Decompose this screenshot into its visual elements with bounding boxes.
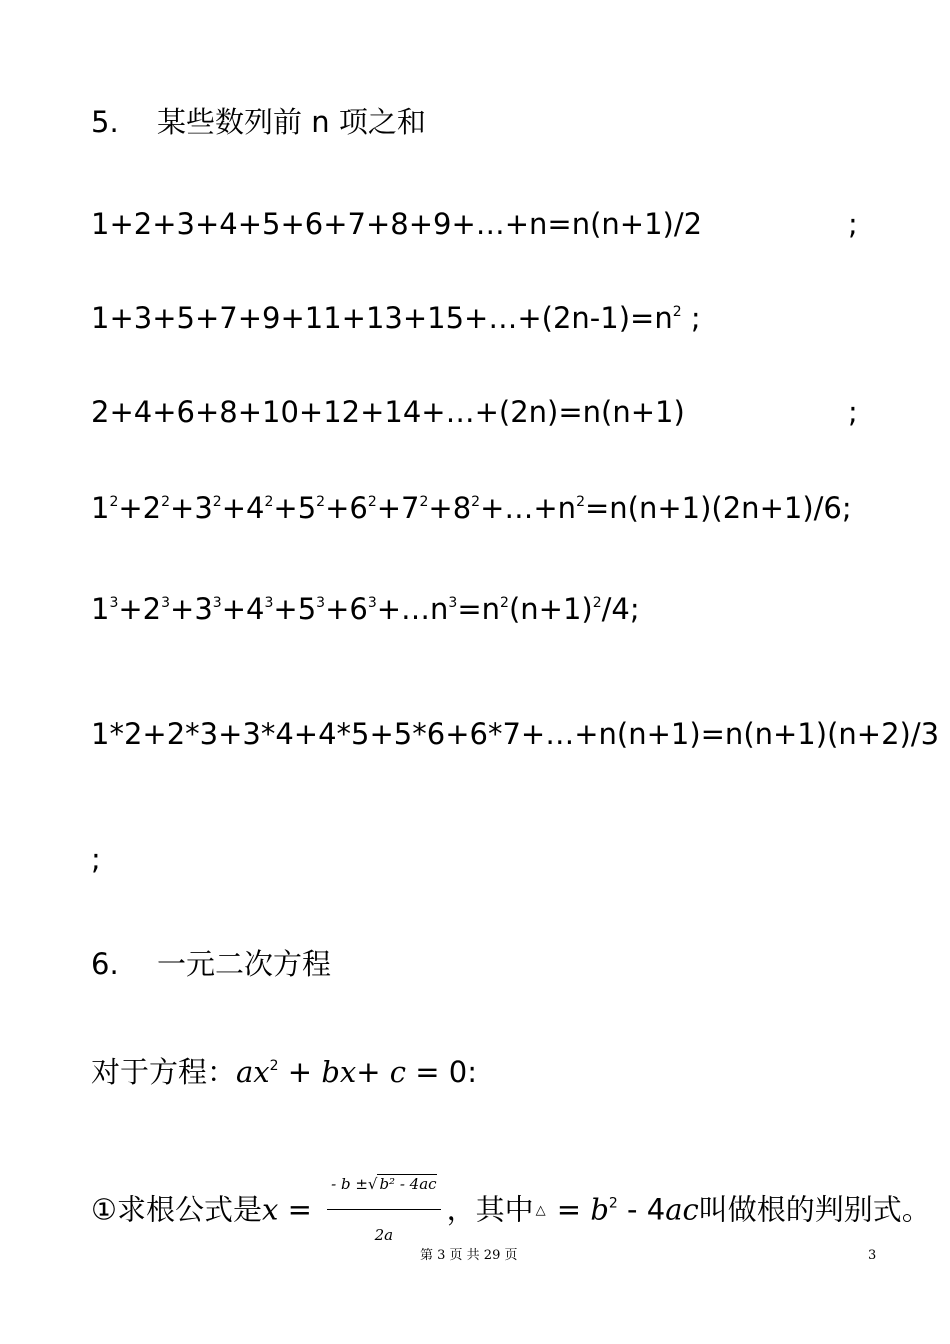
section-5-heading [91, 105, 426, 139]
middle-text: ，其中 [446, 1192, 534, 1227]
formula-sum-integers: 1+2+3+4+5+6+7+8+9+…+n=n(n+1)/2 [91, 207, 703, 241]
formula-sum-products: 1*2+2*3+3*4+4*5+5*6+6*7+…+n(n+1)=n(n+1)(n+2)/3 [91, 717, 940, 751]
equation-prefix: 对于方程： [91, 1055, 237, 1089]
discriminant-text: 叫做根的判别式。 [698, 1192, 931, 1227]
minus-four: - 4 [617, 1192, 666, 1227]
semicolon: ; [91, 842, 101, 876]
footer-page-number: 3 [868, 1248, 877, 1263]
colon: : [467, 1055, 478, 1089]
term-bx: bx [321, 1055, 357, 1089]
exponent: 2 [672, 304, 682, 320]
formula-sum-cubes: $1^3+2^3+3^3+4^3+5^3+6^3+\dots n^3=n^2(n+1)^2/4$; [91, 592, 640, 626]
section-title: 某些数列前 n 项之和 [157, 105, 426, 139]
radicand: b² - 4ac [379, 1175, 437, 1193]
delta-symbol: △ [535, 1202, 546, 1218]
formula-sum-squares: $1^2+2^2+3^2+4^2+5^2+6^2+7^2+8^2+\dots+n^2=n(n+1)(2n+1)/6$; [91, 491, 852, 525]
quadratic-formula-fraction [327, 1162, 440, 1257]
plus: + [278, 1055, 322, 1089]
formula-text: 1+3+5+7+9+11+13+15+…+(2n-1)=n [91, 301, 673, 335]
fraction-denominator: 2a [374, 1226, 394, 1244]
section-6-heading [91, 947, 332, 981]
variable-b: b [590, 1192, 609, 1227]
term-c: c [389, 1055, 407, 1089]
semicolon: ; [848, 207, 858, 241]
variable-ac: ac [665, 1192, 699, 1227]
semicolon: ; [848, 395, 858, 429]
equals: = [547, 1192, 591, 1227]
exponent: 2 [269, 1058, 279, 1074]
formula-sum-even: 2+4+6+8+10+12+14+…+(2n)=n(n+1) [91, 395, 685, 429]
section-title: 一元二次方程 [157, 947, 332, 981]
formula-sum-odd [91, 301, 701, 335]
section-number: 6. [91, 947, 119, 981]
term-ax: ax [236, 1055, 270, 1089]
section-number: 5. [91, 105, 119, 139]
equals-zero: = 0 [406, 1055, 468, 1089]
equals: = [278, 1192, 322, 1227]
root-formula-prefix: ①求根公式是 [91, 1192, 262, 1227]
plus: + [356, 1055, 390, 1089]
fraction-numerator: - b ±√ b² - 4ac [327, 1162, 440, 1210]
variable-x: x [262, 1192, 279, 1227]
root-formula-line [91, 1164, 931, 1244]
semicolon: ; [690, 301, 701, 335]
footer-page-info: 第 3 页 共 29 页 [420, 1248, 518, 1263]
exponent: 2 [608, 1195, 618, 1212]
quadratic-equation [91, 1055, 478, 1089]
